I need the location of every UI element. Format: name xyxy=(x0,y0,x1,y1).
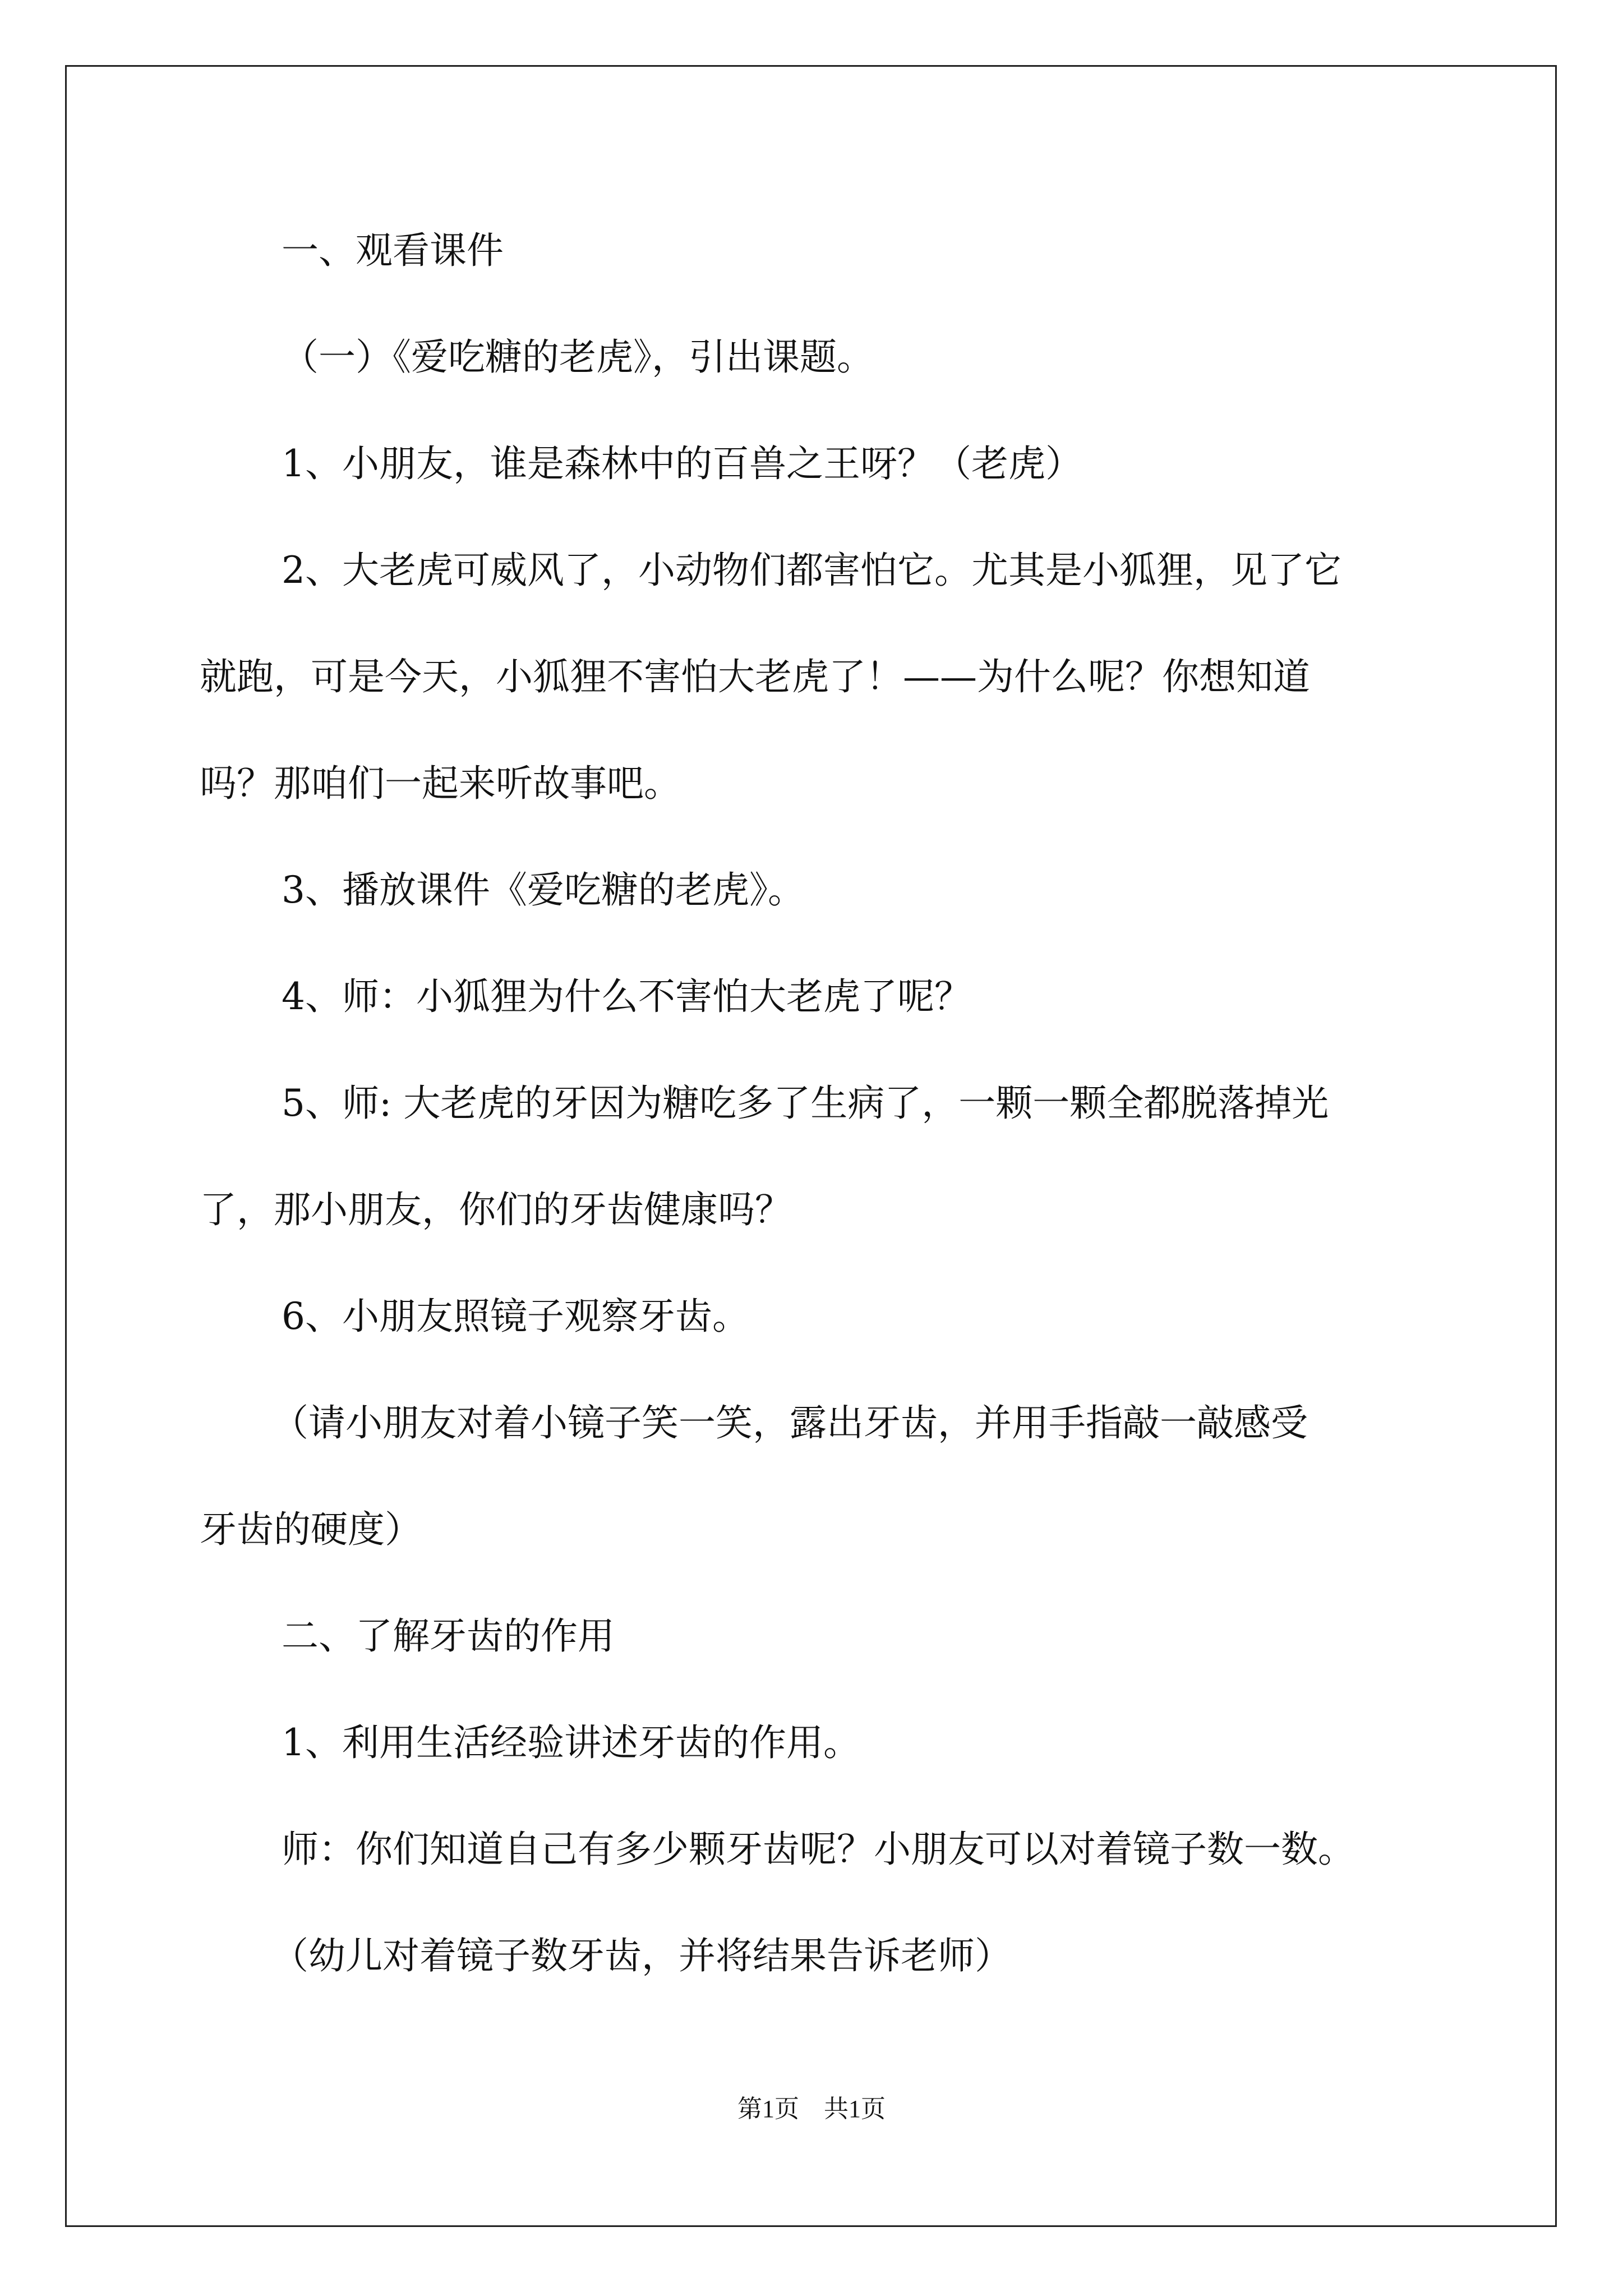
paragraph-line: 牙齿的硬度） xyxy=(200,1508,422,1551)
paragraph-line: （幼儿对着镜子数牙齿，并将结果告诉老师） xyxy=(271,1934,1012,1977)
paragraph-line: 1、利用生活经验讲述牙齿的作用。 xyxy=(282,1721,860,1764)
paragraph-line: 了，那小朋友，你们的牙齿健康吗？ xyxy=(200,1188,792,1231)
paragraph-line: 师：你们知道自己有多少颗牙齿呢？小朋友可以对着镜子数一数。 xyxy=(282,1828,1355,1871)
heading-watch-courseware: 一、观看课件 xyxy=(282,229,504,272)
document-body xyxy=(200,214,1433,2026)
paragraph-line: （请小朋友对着小镜子笑一笑，露出牙齿，并用手指敲一敲感受 xyxy=(271,1401,1308,1444)
subheading-story-intro: （一）《爱吃糖的老虎》，引出课题。 xyxy=(282,335,874,379)
paragraph-line: 6、小朋友照镜子观察牙齿。 xyxy=(282,1295,749,1338)
paragraph-line: 吗？那咱们一起来听故事吧。 xyxy=(200,762,681,805)
page-total: 共1页 xyxy=(824,2095,886,2123)
paragraph-line: 2、大老虎可威风了，小动物们都害怕它。尤其是小狐狸，见了它 xyxy=(282,549,1341,592)
page-footer xyxy=(0,2092,1623,2126)
page-number: 第1页 xyxy=(737,2095,799,2123)
paragraph-line: 5、师: 大老虎的牙因为糖吃多了生病了，一颗一颗全都脱落掉光 xyxy=(282,1082,1329,1125)
heading-tooth-function: 二、了解牙齿的作用 xyxy=(282,1614,615,1658)
paragraph-line: 就跑，可是今天，小狐狸不害怕大老虎了！——为什么呢？你想知道 xyxy=(200,655,1310,698)
paragraph-line: 4、师：小狐狸为什么不害怕大老虎了呢？ xyxy=(282,975,971,1018)
paragraph-line: 1、小朋友，谁是森林中的百兽之王呀？（老虎） xyxy=(282,442,1082,485)
paragraph-line: 3、播放课件《爱吃糖的老虎》。 xyxy=(282,868,805,912)
